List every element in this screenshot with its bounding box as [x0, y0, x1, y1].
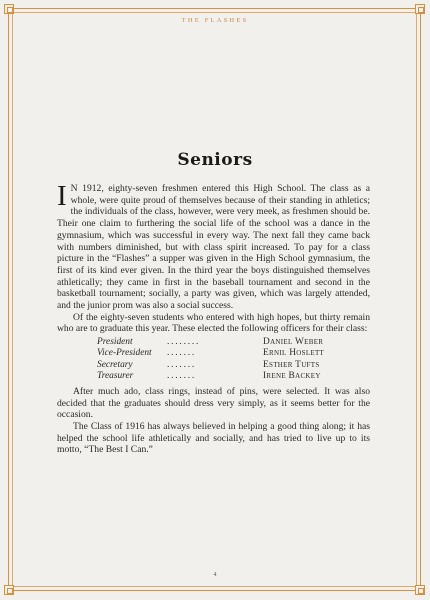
paragraph-2: Of the eighty-seven students who entered with high hopes, but thirty remain who are to graduate this year. These elected the following officers for their class:	[57, 311, 370, 335]
paragraph-3: After much ado, class rings, instead of pins, were selected. It was also decided that the graduates should dress very simply, as it seems better for the occasion.	[57, 385, 370, 421]
officer-name: Daniel Weber	[263, 337, 324, 348]
corner-ornament-bottom-left	[4, 585, 14, 595]
officer-name: Esther Tufts	[263, 359, 320, 370]
drop-cap: I	[57, 180, 67, 212]
officer-name: Ernil Hoslett	[263, 348, 325, 359]
officer-name: Irene Backey	[263, 370, 321, 381]
corner-ornament-top-left	[4, 4, 14, 14]
officer-title: Treasurer	[97, 370, 134, 381]
leader-dots: .......	[167, 370, 197, 381]
officer-row	[97, 337, 370, 348]
page-title: Seniors	[177, 150, 253, 170]
leader-dots: ........	[167, 337, 201, 348]
leader-dots: .......	[167, 359, 197, 370]
officer-row	[97, 371, 370, 382]
article-body	[57, 180, 370, 456]
officer-title: President	[97, 337, 133, 348]
paragraph-1	[57, 180, 370, 312]
corner-ornament-top-right	[415, 4, 425, 14]
paragraph-4: The Class of 1916 has always believed in helping a good thing along; it has helped the school life athletically and socially, and has tried to live up to its motto, “The Best I Can.”	[57, 421, 370, 456]
corner-ornament-bottom-right	[415, 585, 425, 595]
officers-list	[97, 337, 370, 382]
officer-title: Secretary	[97, 359, 133, 370]
leader-dots: .......	[167, 348, 197, 359]
paragraph-1-text: N 1912, eighty-seven freshmen entered this High School. The class as a whole, were quite proud of themselves because of their standing in athletics; the individuals of the class, however, were very meek, as freshmen should be. Their one claim to furthering the social life of the school was a dance in the gymnasium, which was successful in every way. The next fall they came back with numbers diminished, but with class spirit increased. To pay for a class picture in the “Flashes” a supper was given in the High School gymnasium, the first of its kind ever given. In the third year the boys distinguished themselves athletically; they came in first in the baseball tournament and second in the basketball tournament; socially, a party was given, which was largely attended, and the junior prom was also a social success.	[57, 183, 370, 312]
page-number: 4	[213, 572, 217, 578]
officer-row	[97, 360, 370, 371]
officer-row	[97, 348, 370, 359]
running-head: THE FLASHES	[181, 17, 249, 24]
officer-title: Vice-President	[97, 348, 152, 359]
